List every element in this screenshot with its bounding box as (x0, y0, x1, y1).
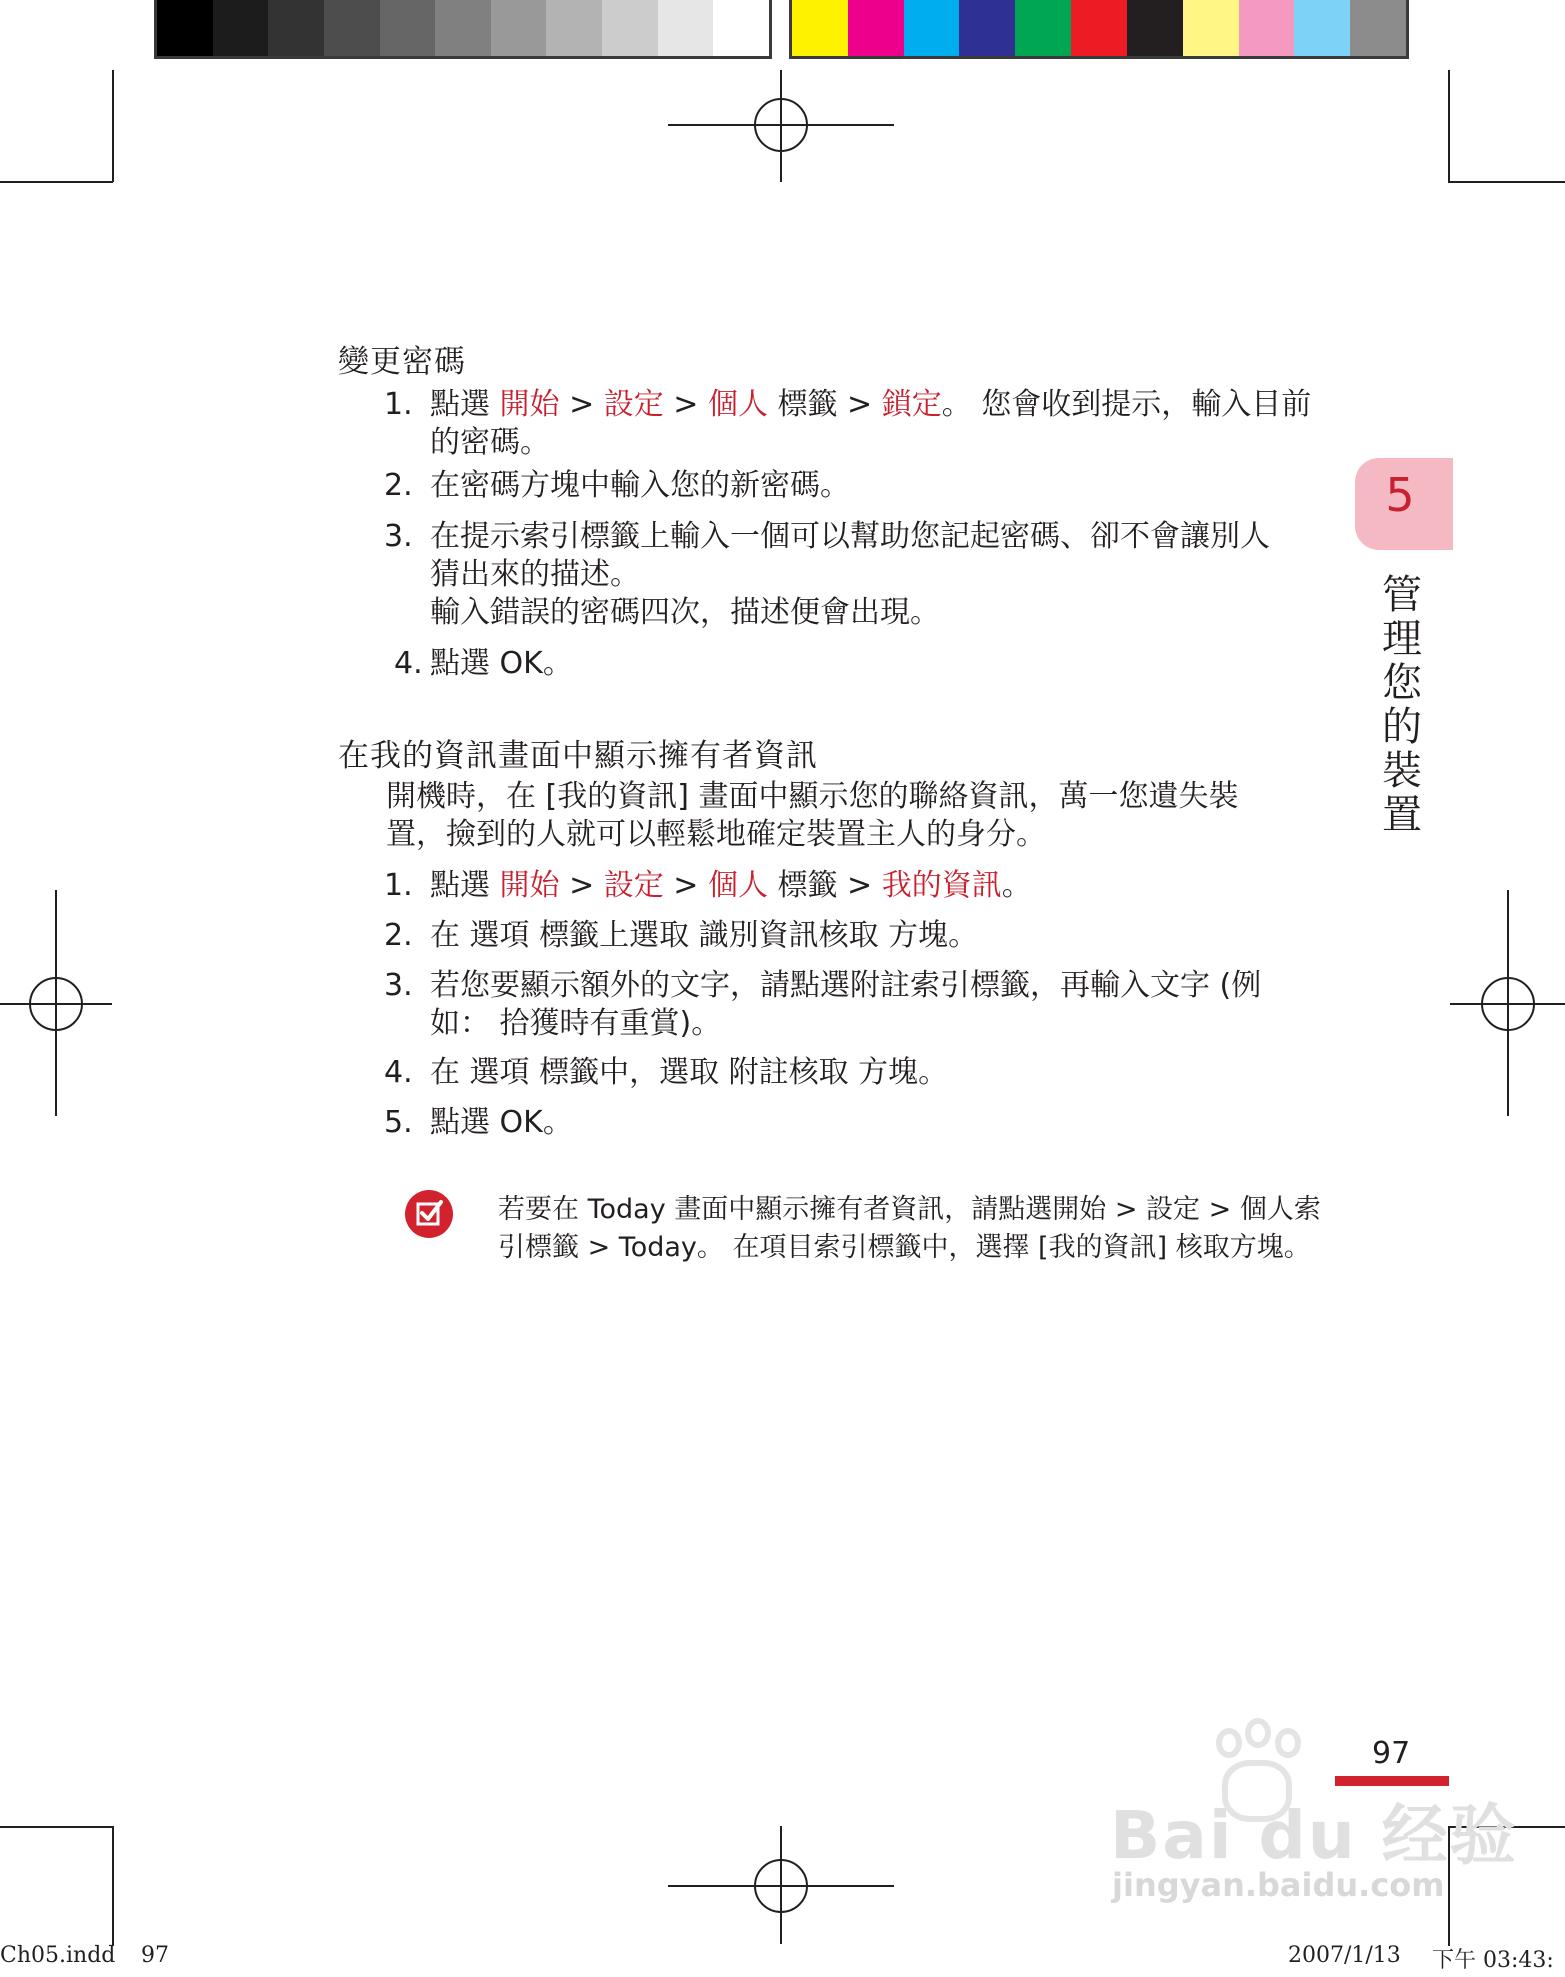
color-swatch (848, 0, 904, 56)
crop-mark (112, 1826, 114, 1946)
separator: > (559, 387, 604, 422)
settings-link: 設定 (603, 868, 664, 903)
list-number: 5. (384, 1105, 413, 1140)
personal-link: 個人 (707, 868, 768, 903)
color-swatch (792, 0, 848, 56)
text: 點選 (430, 387, 500, 422)
list-text: 點選 OK。 (430, 646, 573, 681)
personal-link: 個人 (707, 387, 768, 422)
registration-target (1481, 977, 1535, 1031)
color-swatch (435, 0, 491, 56)
list-text: 在提示索引標籤上輸入一個可以幫助您記起密碼、卻不會讓別人 (430, 519, 1270, 554)
slug-date: 2007/1/13 (1288, 1943, 1401, 1968)
list-text: 在密碼方塊中輸入您的新密碼。 (430, 468, 850, 503)
text: 點選 (430, 868, 500, 903)
list-text: 點選 OK。 (430, 1105, 573, 1140)
color-swatch (268, 0, 324, 56)
slug-file: Ch05.indd (0, 1943, 116, 1968)
grayscale-color-bar (154, 0, 772, 59)
list-number: 1. (384, 387, 413, 422)
note-text: 引標籤 > Today。 在項目索引標籤中，選擇 [我的資訊] 核取方塊。 (498, 1232, 1311, 1263)
color-swatch (1127, 0, 1183, 56)
watermark-paw-icon (1216, 1728, 1242, 1758)
color-swatch (904, 0, 960, 56)
note-text: 若要在 Today 畫面中顯示擁有者資訊，請點選開始 > 設定 > 個人索 (498, 1194, 1321, 1225)
color-swatch (959, 0, 1015, 56)
list-number: 2. (384, 918, 413, 953)
checkbox-note-glyph (405, 1190, 453, 1238)
color-swatch (546, 0, 602, 56)
list-number: 2. (384, 468, 413, 503)
crop-mark (112, 70, 114, 182)
slug-page: 97 (141, 1943, 169, 1968)
registration-target (29, 977, 83, 1031)
process-color-bar (789, 0, 1409, 59)
color-swatch (157, 0, 213, 56)
watermark-logo: Bai du 经验 (1110, 1797, 1518, 1874)
list-number: 4. (394, 646, 423, 681)
my-info-link: 我的資訊 (881, 868, 1002, 903)
color-swatch (1183, 0, 1239, 56)
separator: > (663, 387, 708, 422)
intro-paragraph: 開機時，在 [我的資訊] 畫面中顯示您的聯絡資訊，萬一您遺失裝 (386, 779, 1239, 814)
intro-paragraph: 置，撿到的人就可以輕鬆地確定裝置主人的身分。 (386, 817, 1046, 852)
text: 標籤 > (767, 868, 882, 903)
color-swatch (380, 0, 436, 56)
start-link: 開始 (499, 387, 560, 422)
color-swatch (491, 0, 547, 56)
list-number: 4. (384, 1055, 413, 1090)
list-text (430, 867, 1032, 905)
separator: > (663, 868, 708, 903)
list-text: 輸入錯誤的密碼四次，描述便會出現。 (430, 595, 940, 630)
list-number: 3. (384, 519, 413, 554)
list-text: 猜出來的描述。 (430, 557, 640, 592)
list-text: 在 選項 標籤上選取 識別資訊核取 方塊。 (430, 918, 979, 953)
start-link: 開始 (499, 868, 560, 903)
watermark-url: jingyan.baidu.com (1112, 1866, 1445, 1904)
crop-mark (1448, 70, 1450, 182)
crop-mark (0, 181, 113, 183)
crop-mark (0, 1826, 113, 1828)
lock-link: 鎖定 (881, 387, 942, 422)
color-swatch (1239, 0, 1295, 56)
registration-target (754, 98, 808, 152)
page-number: 97 (1372, 1736, 1411, 1771)
color-swatch (658, 0, 714, 56)
list-text (430, 386, 1311, 424)
color-swatch (1071, 0, 1127, 56)
list-text: 的密碼。 (430, 425, 550, 460)
chapter-title: 管理您的裝置 (1382, 572, 1422, 838)
registration-target (754, 1859, 808, 1913)
settings-link: 設定 (603, 387, 664, 422)
list-number: 3. (384, 968, 413, 1003)
color-swatch (713, 0, 769, 56)
watermark-paw-icon (1275, 1728, 1301, 1758)
watermark-paw-icon (1245, 1718, 1271, 1748)
section-heading-owner-info: 在我的資訊畫面中顯示擁有者資訊 (338, 738, 818, 774)
text: 。 您會收到提示，輸入目前 (941, 387, 1312, 422)
text: 標籤 > (767, 387, 882, 422)
checkbox-note-icon (405, 1190, 453, 1238)
color-swatch (1350, 0, 1406, 56)
color-swatch (324, 0, 380, 56)
text: 。 (1001, 868, 1032, 903)
list-text: 在 選項 標籤中，選取 附註核取 方塊。 (430, 1055, 949, 1090)
color-swatch (1294, 0, 1350, 56)
list-text: 若您要顯示額外的文字，請點選附註索引標籤，再輸入文字 (例 (430, 968, 1262, 1003)
color-swatch (1015, 0, 1071, 56)
list-number: 1. (384, 868, 413, 903)
section-heading-change-password: 變更密碼 (338, 344, 466, 380)
slug-time: 下午 03:43: (1432, 1948, 1554, 1973)
chapter-number: 5 (1385, 468, 1415, 522)
color-swatch (213, 0, 269, 56)
list-text: 如： 拾獲時有重賞)。 (430, 1006, 722, 1041)
crop-mark (1448, 181, 1565, 183)
separator: > (559, 868, 604, 903)
color-swatch (602, 0, 658, 56)
